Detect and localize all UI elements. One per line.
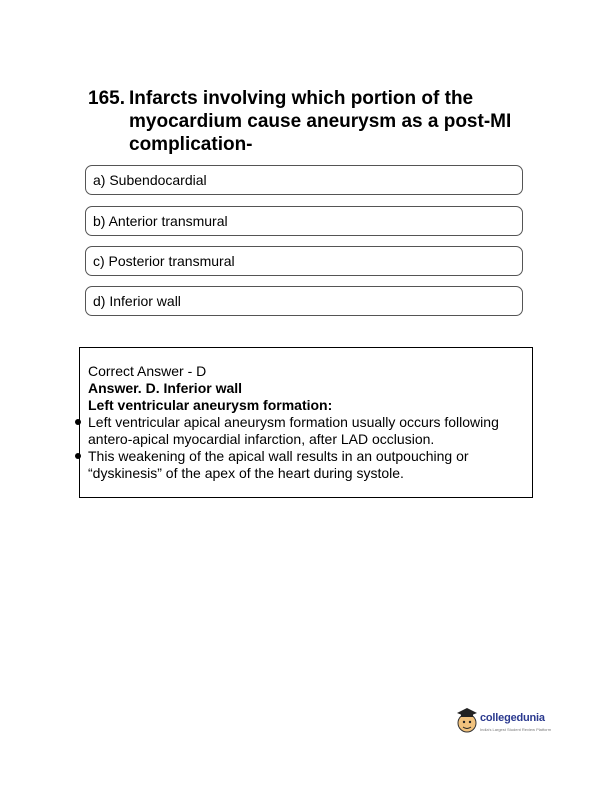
explanation-bullet	[88, 414, 526, 448]
bullet-icon	[75, 419, 81, 425]
collegedunia-logo	[455, 706, 560, 740]
answer-line: Answer. D. Inferior wall	[88, 380, 243, 396]
option-label: d) Inferior wall	[93, 293, 181, 309]
question	[88, 87, 528, 156]
bullet-text: Left ventricular apical aneurysm formation usually occurs following antero-apical myocardial infarction, after LAD occlusion.	[88, 414, 499, 447]
logo-tagline: India's Largest Student Review Platform	[480, 727, 552, 732]
explanation-heading: Left ventricular aneurysm formation:	[88, 397, 333, 413]
option-d[interactable]	[85, 286, 523, 316]
logo-name: collegedunia	[480, 712, 545, 724]
option-label: a) Subendocardial	[93, 172, 207, 188]
bullet-text: This weakening of the apical wall results in an outpouching or “dyskinesis” of the apex of the heart during systole.	[88, 448, 469, 481]
option-label: b) Anterior transmural	[93, 213, 228, 229]
option-a[interactable]	[85, 165, 523, 195]
option-label: c) Posterior transmural	[93, 253, 235, 269]
bullet-icon	[75, 453, 81, 459]
option-b[interactable]	[85, 206, 523, 236]
explanation-bullet	[88, 448, 526, 482]
answer-box	[79, 347, 533, 498]
question-number: 165.	[88, 88, 125, 109]
correct-answer-line: Correct Answer - D	[88, 363, 207, 379]
mascot-icon	[455, 706, 479, 736]
question-text: Infarcts involving which portion of the myocardium cause aneurysm as a post-MI complication-	[129, 88, 512, 155]
option-c[interactable]	[85, 246, 523, 276]
